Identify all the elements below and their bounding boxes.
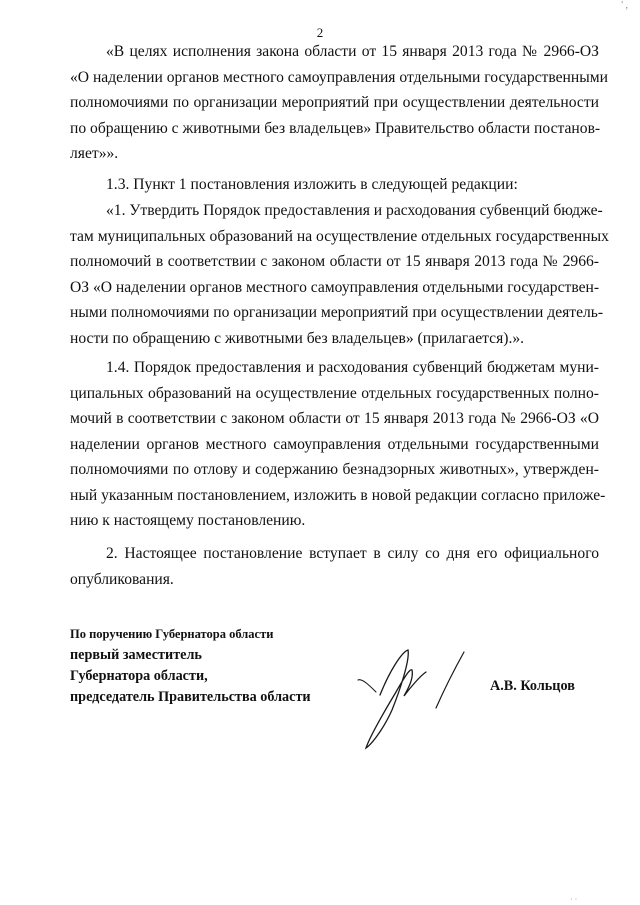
handwritten-signature <box>340 640 490 750</box>
signatory-name: А.В. Кольцов <box>490 678 575 694</box>
paragraph-line: ный указанным постановлением, изложить в новой редакции согласно приложе- <box>70 486 606 504</box>
paragraph-line: полномочиями по отлову и содержанию безнадзорных животных», утвержден- <box>70 461 599 478</box>
paragraph-line: ными полномочиями по организации мероприятий при осуществлении деятель- <box>70 304 604 321</box>
paragraph-line: 1.3. Пункт 1 постановления изложить в следующей редакции: <box>106 176 518 193</box>
paragraph-line: «В целях исполнения закона области от 15 января 2013 года № 2966-ОЗ <box>106 43 599 60</box>
paragraph-3 <box>70 198 609 351</box>
paragraph-line: наделении органов местного самоуправления отдельными государственными <box>70 435 599 453</box>
paragraph-2 <box>70 172 599 198</box>
signature-line-2: первый заместитель <box>70 647 202 663</box>
paragraph-line: «1. Утвердить Порядок предоставления и расходования субвенций бюдже- <box>106 202 603 219</box>
paragraph-4 <box>70 355 606 534</box>
signature-block <box>70 624 311 708</box>
paragraph-line: ОЗ «О наделении органов местного самоуправления отдельными государствен- <box>70 278 600 296</box>
bottom-mark: · · <box>570 895 578 904</box>
paragraph-line: опубликования. <box>70 570 174 588</box>
signature-line-1: По поручению Губернатора области <box>70 627 274 641</box>
signature-line-3: Губернатора области, <box>70 668 208 684</box>
paragraph-line: мочий в соответствии с законом области от 15 января 2013 года № 2966-ОЗ «О <box>70 410 599 427</box>
signature-line-4: председатель Правительства области <box>70 689 311 705</box>
paragraph-line: ляет»». <box>70 145 119 162</box>
paragraph-line: 2. Настоящее постановление вступает в силу со дня его официального <box>106 545 599 562</box>
paragraph-line: 1.4. Порядок предоставления и расходования субвенций бюджетам муни- <box>106 359 599 376</box>
paragraph-line: полномочиями по организации мероприятий при осуществлении деятельности <box>70 94 599 111</box>
paragraph-line: нию к настоящему постановлению. <box>70 512 306 529</box>
paragraph-line: по обращению с животными без владельцев» Правительство области постанов- <box>70 119 601 137</box>
paragraph-1 <box>70 39 608 167</box>
paragraph-line: ципальных образований на осуществление отдельных государственных полно- <box>70 384 599 402</box>
paragraph-line: «О наделении органов местного самоуправления отдельными государственными <box>70 68 608 86</box>
paragraph-line: ности по обращению с животными без владельцев» (прилагается).». <box>70 329 525 347</box>
corner-mark: ' , <box>621 0 628 11</box>
paragraph-line: там муниципальных образований на осуществление отдельных государственных <box>70 227 609 245</box>
paragraph-5 <box>70 541 599 592</box>
paragraph-line: полномочий в соответствии с законом области от 15 января 2013 года № 2966- <box>70 253 599 270</box>
page-number: 2 <box>316 25 324 40</box>
